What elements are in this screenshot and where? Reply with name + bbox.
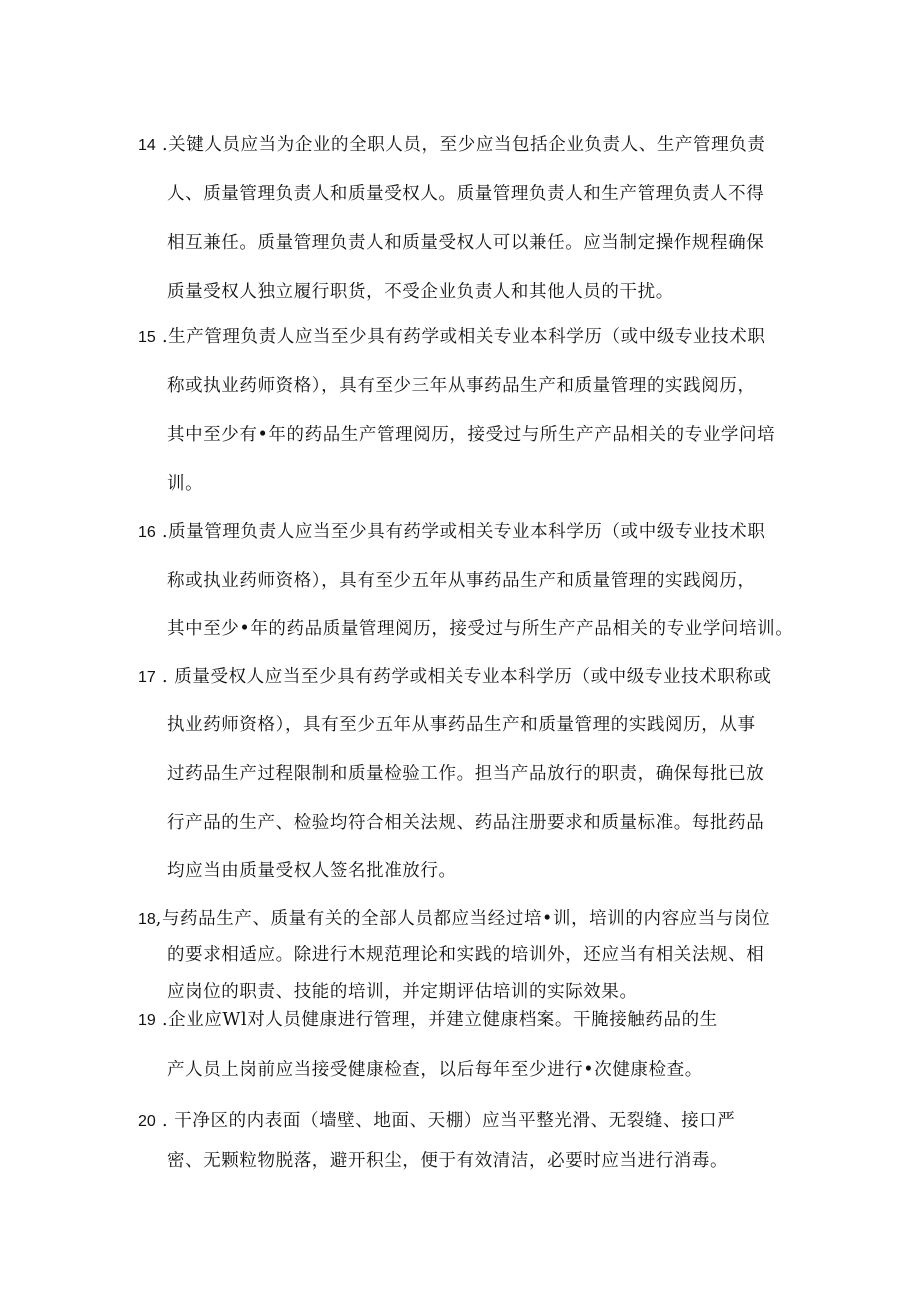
clause-line: 相互兼任。质量管理负责人和质量受权人可以兼任。应当制定操作规程确保 [167, 233, 765, 253]
clause-number: 15 [138, 329, 156, 346]
clause-number: 17 [138, 669, 156, 686]
clause-line: 应岗位的职责、技能的培训，并定期评估培训的实际效果。 [167, 982, 638, 1002]
clause-line [138, 520, 765, 545]
clause-line: 其中至少有•年的药品生产管理阅历，接受过与所生产产品相关的专业学问培 [167, 425, 776, 445]
clause-line: 的要求相适应。除进行木规范理论和实践的培训外，还应当有相关法规、相 [167, 945, 765, 965]
clause-number: 20 [138, 1113, 156, 1130]
clause-text: .关键人员应当为企业的全职人员，至少应当包括企业负责人、生产管理负责 [155, 135, 766, 155]
clause-text: . 干净区的内表面（墙壁、地面、天棚）应当平整光滑、无裂缝、接口严 [155, 1111, 736, 1131]
clause-line: 产人员上岗前应当接受健康检查，以后每年至少进行•次健康检查。 [167, 1060, 703, 1080]
clause-line [138, 133, 765, 158]
clause-text: .生产管理负责人应当至少具有药学或相关专业本科学历（或中级专业技术职 [155, 327, 766, 347]
clause-text: ,与药品生产、质量有关的全部人员都应当经过培•训，培训的内容应当与岗位 [155, 909, 771, 929]
clause-text: .企业应Wl对人员健康进行管理，并建立健康档案。干腌接触药品的生 [155, 1010, 718, 1030]
clause-line: 执业药师资格），具有至少五年从事药品生产和质量管理的实践阅历，从事 [167, 715, 756, 735]
clause-number: 19 [138, 1012, 156, 1029]
clause-line: 密、无颗粒物脱落，避开积尘，便于有效清洁，必要时应当进行消毒。 [167, 1151, 729, 1171]
clause-line: 训。 [167, 474, 204, 494]
clause-line: 人、质量管理负责人和质量受权人。质量管理负责人和生产管理负责人不得 [167, 184, 765, 204]
clause-line: 质量受权人独立履行职货，不受企业负责人和其他人员的干扰。 [167, 282, 674, 302]
clause-line [138, 1008, 718, 1033]
clause-number: 14 [138, 137, 156, 154]
clause-text: .质量管理负责人应当至少具有药学或相关专业本科学历（或中级专业技术职 [155, 522, 766, 542]
clause-line [138, 1109, 735, 1134]
clause-line: 均应当由质量受权人签名批准放行。 [167, 861, 457, 881]
clause-line: 其中至少•年的药品质量管理阅历，接受过与所生产产品相关的专业学问培训。 [167, 619, 794, 639]
clause-line [138, 907, 770, 932]
clause-line: 称或执业药师资格），具有至少三年从事药品生产和质量管理的实践阅历， [167, 376, 756, 396]
clause-line [138, 325, 765, 350]
clause-line: 称或执业药师资格），具有至少五年从事药品生产和质量管理的实践阅历， [167, 571, 756, 591]
clause-number: 18 [138, 911, 156, 928]
clause-text: . 质量受权人应当至少具有药学或相关专业本科学历（或中级专业技术职称或 [155, 667, 772, 687]
clause-line: 过药品生产过程限制和质量检验工作。担当产品放行的职责，确保每批已放 [167, 764, 765, 784]
clause-line: 行产品的生产、检验均符合相关法规、药品注册要求和质量标准。每批药品 [167, 813, 765, 833]
clause-number: 16 [138, 524, 156, 541]
clause-line [138, 665, 772, 690]
